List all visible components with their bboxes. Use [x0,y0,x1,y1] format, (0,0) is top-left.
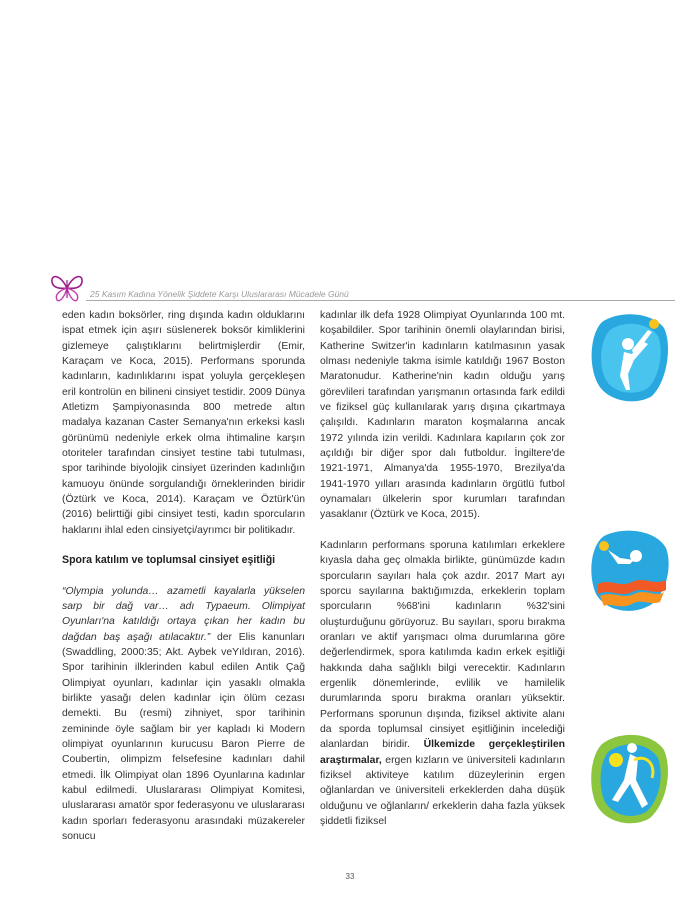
right-paragraph-2-start: Kadınların performans sporuna katılımları erkeklere kıyasla daha geç olmakla birlikte, günümüzde kadın sporcuların sayıları hala çok azdır. 2017 Mart ayı sporcu sayılarına baktığımızda, erkeklerin toplam sporcuların %68'ini kadınların %32'sini oluşturduğunu görüyoruz. Bu sayıları, sporu bırakma oranları ve aktif yarışmacı olma durumlarına göre değerlendirmek, spora katılımda kadın erkek eşitliği hakkında daha sağlıklı bilgi verecektir. Kadınların ergenlik dönemlerinde, evlilik ve hamilelik durumlarında sporu bırakma oranları yüksektir. Performans sporunun dışında, fiziksel aktivite alanı da sporda toplumsal cinsiyet eşitliğinin incelediği alanlardan biridir. [320,539,565,751]
left-paragraph-2-text: der Elis kanunları (Swaddling, 2000:35; Akt. Aybek veYıldıran, 2016). Spor tarihinin ilklerinden kabul edilen Antik Çağ Olimpiyat oyunları, kadınlar için yasaklı olmakla birlikte yasağı delen kadınlar için ölüm cezası demekti. Bu (resmi) zihniyet, spor tarihinin zemininde öyle sağlam bir yer kapladı ki Modern olimpiyat oyunlarının kurucusu Baron Pierre de Coubertin, olimpizm felsefesine kadınları dahil etmedi. İlk Olimpiyat olan 1896 Oyunlarına kadınlar kabul edilmedi. Uluslararası Olimpiyat Komitesi, uluslararası amatör spor federasyonu ve uluslararası kadın sporları federasyonu arasındaki müzakereler sonucu [62,631,305,842]
header-rule [86,300,675,301]
right-paragraph-2 [320,538,565,830]
right-paragraph-1: kadınlar ilk defa 1928 Olimpiyat Oyunlarında 100 mt. koşabildiler. Spor tarihinin önemli olaylarından birisi, Katherine Switzer'in kadınların katılmasının yasak olması nedeniyle takma isimle katıldığı 1967 Boston Maratonudur. Katherine'nin kadın olduğu yarış görevlileri tarafından yarışmanın ortasında fark edildi ve fiziksel güç kullanılarak yarış dışına çıkartmaya çalışıldı. Kadınların maraton koşmalarına ancak 1972 yılında izin verildi. Kadınlara kapıların çok zor açıldığı bir diğer spor dalı futboldur. İngiltere'de 1921-1971, Almanya'da 1955-1970, Brezilya'da 1941-1970 yılları arasında kadınların örgütlü futbol oynamaları ülkelerin spor kurumları tarafından yasaklanır (Öztürk ve Koca, 2015). [320,310,565,521]
section-heading: Spora katılım ve toplumsal cinsiyet eşitliği [62,554,276,567]
gymnastics-pictogram-icon [590,730,670,826]
quotation: “Olympia yolunda… azametli kayalarla yükselen sarp bir dağ var… adı Typaeum. Olimpiyat Oyunları'na katıldığı ortaya çıkan her kadın bu dağdan baş aşağı atılacaktır.” [62,585,305,643]
left-paragraph-1: eden kadın boksörler, ring dışında kadın olduklarını ispat etmek için aşırı süslenerek boksör kimliklerini gizlemeye çalıştıklarını belirtmişlerdir (Emir, Karaçam ve Koca, 2015). Performans sporunda kadınların, kadınlıklarını ispat yoluyla gerçekleşen eril kontrolün en bilineni cinsiyet testidir. 2009 Dünya Atletizm Şampiyonasında 800 metrede altın madalya kazanan Caster Semanya'nın erkeksi kaslı görünümü nedeniyle erkek olma ihtimaline karşın otoriteler tarafından cinsiyet testine tabi tutulması, spor tarihinde biyolojik cinsiyet üzerinden kadınlığın kamuoyu önünde sorgulandığı örneklerinden biridir (Öztürk ve Koca, 2014). Karaçam ve Öztürk'ün (2016) belirttiği gibi cinsiyet testi, kadın sporcuların haklarını ihlal eden cinsiyetçi/ayrımcı bir politikadır. [62,310,305,536]
paragraph-gap [62,538,305,553]
running-title: 25 Kasım Kadına Yönelik Şiddete Karşı Uluslararası Mücadele Günü [90,289,349,299]
page-number: 33 [345,872,355,881]
volleyball-pictogram-icon [590,310,670,404]
water-polo-pictogram-icon [590,528,670,612]
right-paragraph-2-end: ergen kızların ve üniversiteli kadınların fiziksel aktiviteye katılım düzeylerinin ergen oğlanlardan ve üniversiteli erkeklerden daha düşük olduğunu ve oğlanların/ erkeklerin daha fazla yüksek şiddetli fiziksel [320,754,565,827]
paragraph-gap [62,569,305,584]
right-column [320,308,565,829]
butterfly-icon [50,272,84,304]
bold-phrase: Ülkemizde gerçekleştirilen araştırmalar, [320,739,565,766]
left-column [62,308,305,844]
running-header [50,270,675,306]
paragraph-gap [320,523,565,538]
left-paragraph-2 [62,584,305,845]
